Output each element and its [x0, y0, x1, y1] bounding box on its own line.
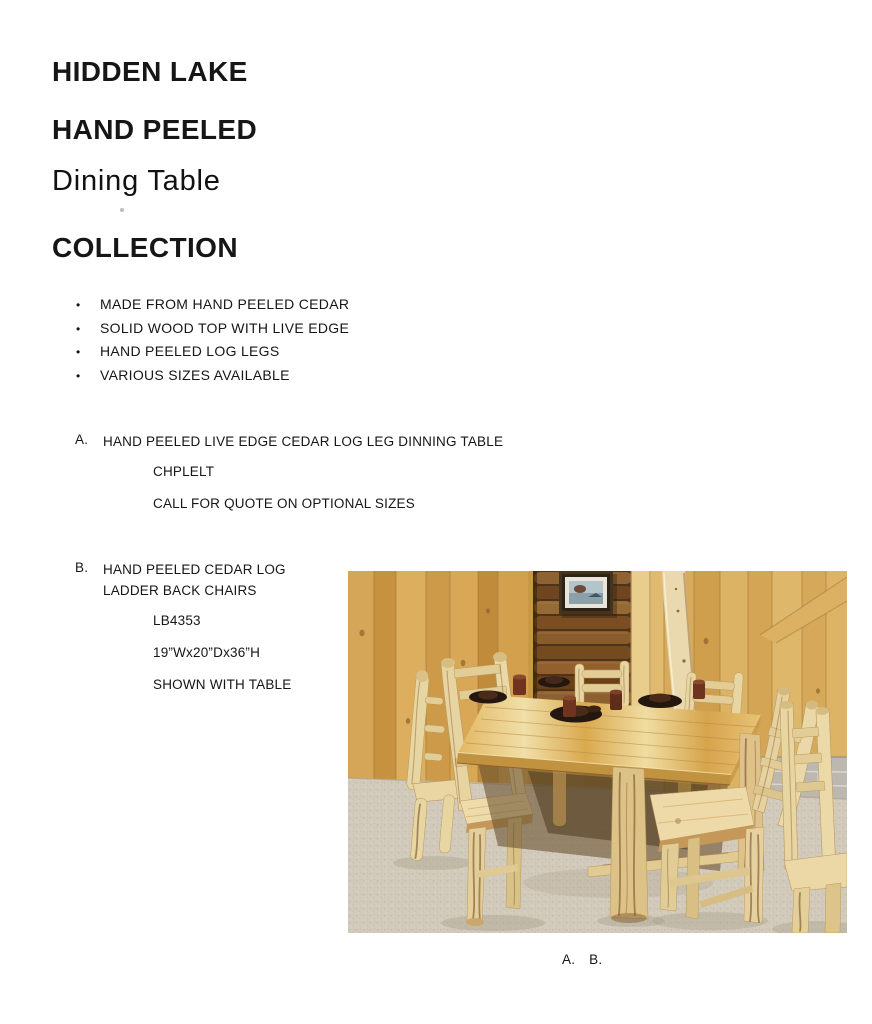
feature-item [76, 320, 349, 344]
feature-item [76, 367, 349, 391]
product-a-title: HAND PEELED LIVE EDGE CEDAR LOG LEG DINNING TABLE [103, 434, 504, 449]
caption-a: A. [562, 952, 576, 967]
feature-list [76, 296, 349, 390]
framed-picture [559, 571, 617, 618]
title-line-1: HIDDEN LAKE [52, 56, 248, 87]
product-a [75, 432, 595, 453]
bullet-marker: • [76, 345, 81, 360]
bullet-marker: • [76, 368, 81, 383]
product-b-label: B. [75, 560, 89, 575]
stray-mark [120, 208, 124, 212]
feature-text: SOLID WOOD TOP WITH LIVE EDGE [100, 319, 350, 336]
product-b-note: SHOWN WITH TABLE [153, 677, 292, 692]
product-b-dimensions: 19”Wx20”Dx36”H [153, 645, 261, 660]
bullet-marker: • [76, 321, 81, 336]
feature-text: MADE FROM HAND PEELED CEDAR [100, 296, 350, 312]
photo-caption [562, 952, 616, 967]
feature-text: VARIOUS SIZES AVAILABLE [100, 366, 290, 383]
product-b [75, 560, 345, 601]
product-a-note: CALL FOR QUOTE ON OPTIONAL SIZES [153, 496, 415, 511]
feature-text: HAND PEELED LOG LEGS [100, 343, 280, 360]
caption-b: B. [589, 952, 603, 967]
product-a-sku: CHPLELT [153, 464, 215, 479]
bullet-marker: • [76, 298, 81, 312]
product-b-sku: LB4353 [153, 613, 201, 628]
product-photo-art [348, 571, 847, 933]
title-line-3: Dining Table [52, 165, 221, 197]
product-a-label: A. [75, 432, 89, 447]
title-line-2: HAND PEELED [52, 114, 258, 145]
feature-item [76, 343, 349, 367]
title-line-4: COLLECTION [52, 232, 238, 263]
product-photo [348, 571, 847, 933]
feature-item [76, 296, 349, 320]
product-b-title: HAND PEELED CEDAR LOG LADDER BACK CHAIRS [103, 562, 286, 598]
